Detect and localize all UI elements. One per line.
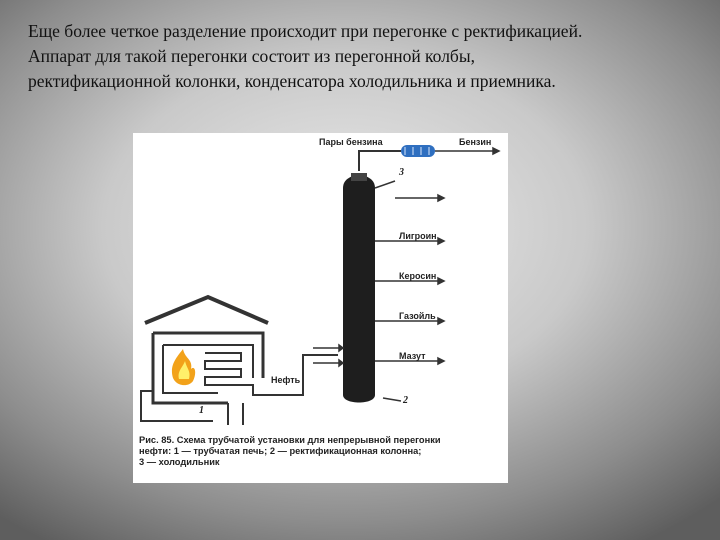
- rectification-column: [343, 173, 375, 403]
- caption-line: Рис. 85. Схема трубчатой установки для непрерывной перегонки: [139, 435, 441, 445]
- label-oil: Нефть: [271, 375, 301, 385]
- label-vapor-benzine: Пары бензина: [319, 137, 383, 147]
- flame-icon: [172, 349, 195, 385]
- output-arrows: [375, 148, 499, 364]
- distillation-figure: [133, 133, 508, 483]
- label-kerosene: Керосин: [399, 271, 437, 281]
- label-number-2: 2: [403, 395, 408, 406]
- figure-caption: [139, 435, 504, 468]
- oil-inlet-pipe: [141, 355, 338, 421]
- slide-text-line: ректификационной колонки, конденсатора холодильника и приемника.: [28, 71, 556, 91]
- label-number-1: 1: [199, 405, 204, 416]
- furnace-coil: [205, 353, 241, 385]
- label-mazut: Мазут: [399, 351, 426, 361]
- label-ligroin: Лигроин: [399, 231, 437, 241]
- slide-text-line: Еще более четкое разделение происходит при перегонке с ректификацией.: [28, 21, 583, 41]
- distillation-diagram: [133, 133, 508, 483]
- label-benzine: Бензин: [459, 137, 492, 147]
- condenser: [401, 145, 435, 157]
- label-number-3: 3: [399, 167, 404, 178]
- caption-line: 3 — холодильник: [139, 457, 220, 467]
- slide-text-line: Аппарат для такой перегонки состоит из перегонной колбы,: [28, 46, 475, 66]
- caption-line: нефти: 1 — трубчатая печь; 2 — ректификационная колонна;: [139, 446, 422, 456]
- vapor-pipe: [359, 151, 401, 171]
- label-gasoil: Газойль: [399, 311, 436, 321]
- slide-text: [28, 19, 708, 94]
